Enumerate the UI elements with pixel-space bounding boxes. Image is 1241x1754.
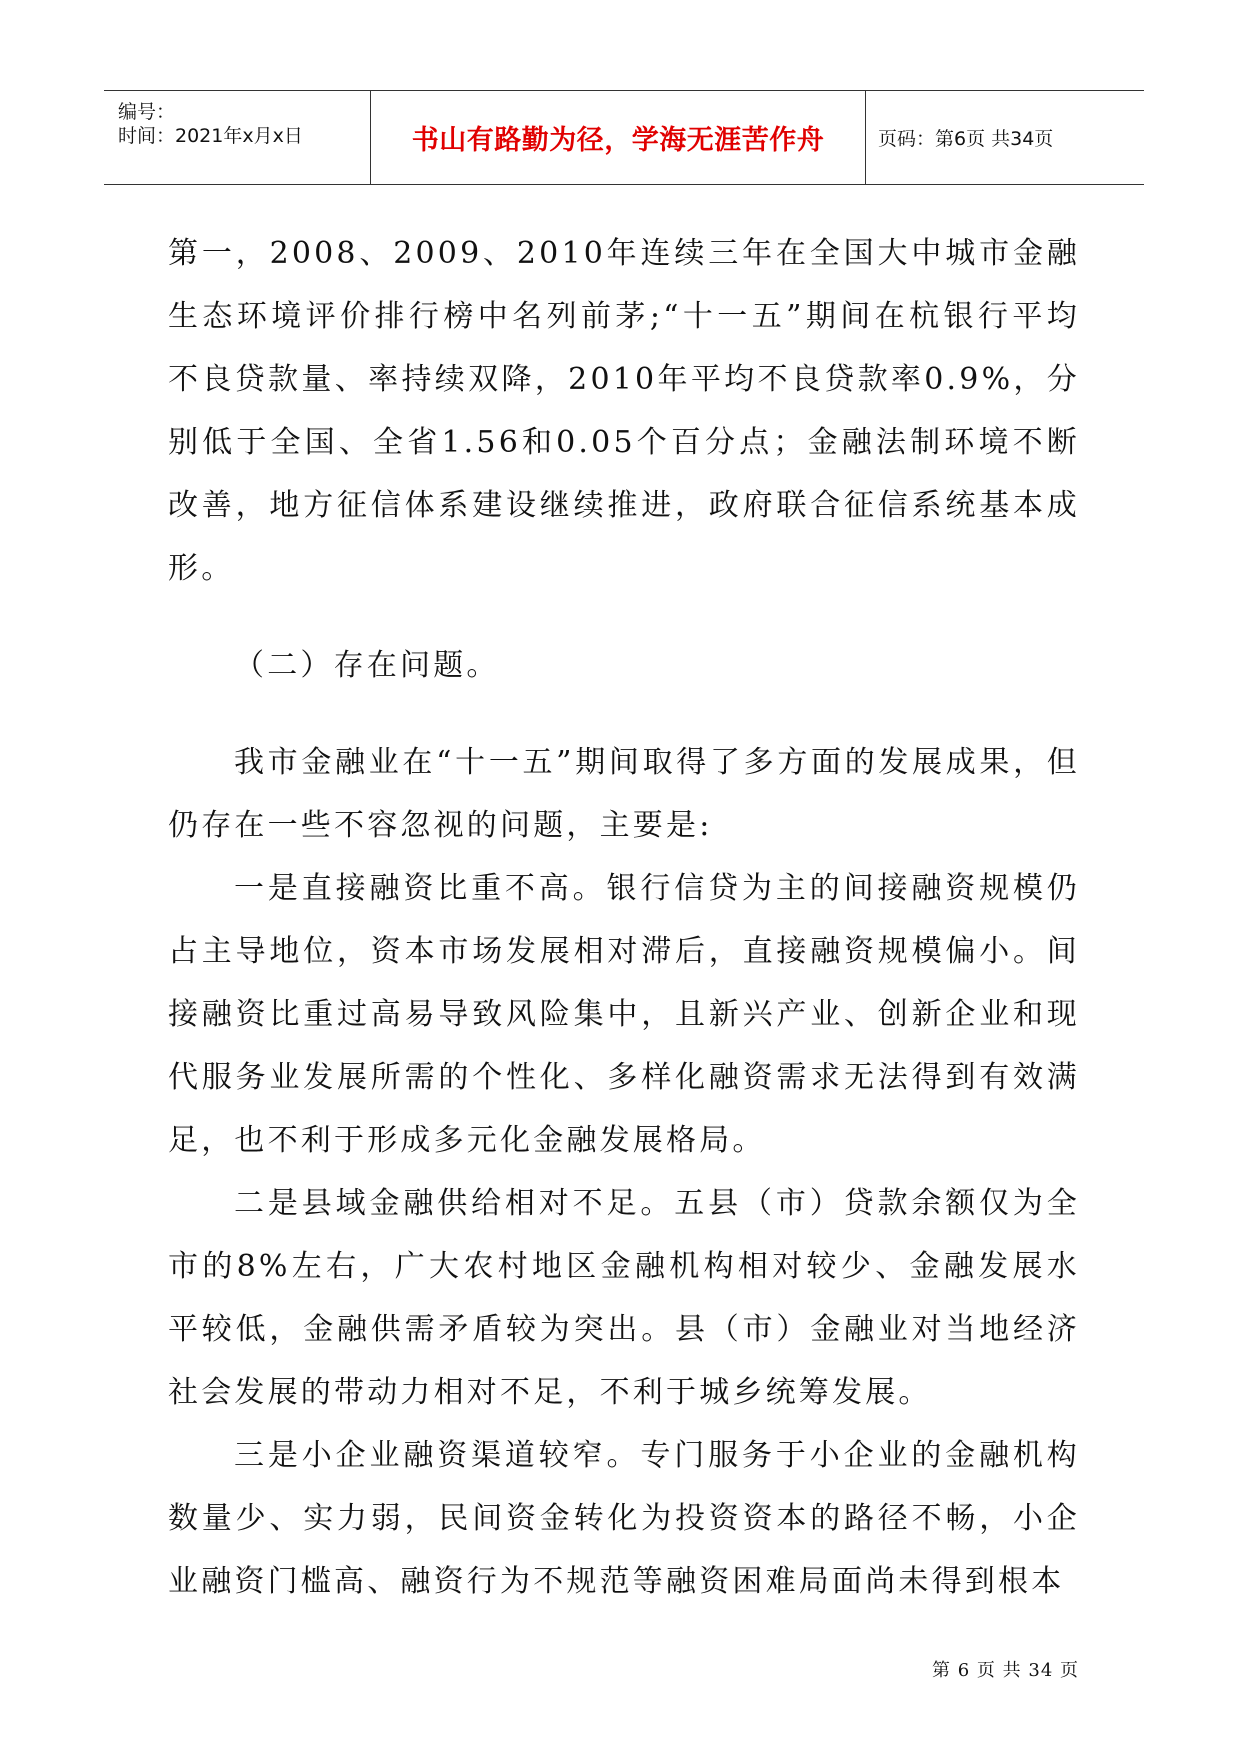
- header-motto-cell: [370, 91, 866, 184]
- paragraph-problem-three: 三是小企业融资渠道较窄。专门服务于小企业的金融机构数量少、实力弱，民间资金转化为投资资本的路径不畅，小企业融资门槛高、融资行为不规范等融资困难局面尚未得到根本: [168, 1438, 1080, 1599]
- header-info-cell: [104, 91, 370, 184]
- paragraph-problem-two: 二是县域金融供给相对不足。五县（市）贷款余额仅为全市的8%左右，广大农村地区金融机构相对较少、金融发展水平较低，金融供需矛盾较为突出。县（市）金融业对当地经济社会发展的带动力相对不足，不利于城乡统筹发展。: [168, 1186, 1080, 1410]
- section-heading-problems: （二）存在问题。: [234, 648, 500, 683]
- paragraph-problem-one: 一是直接融资比重不高。银行信贷为主的间接融资规模仍占主导地位，资本市场发展相对滞后，直接融资规模偏小。间接融资比重过高易导致风险集中，且新兴产业、创新企业和现代服务业发展所需的个性化、多样化融资需求无法得到有效满足，也不利于形成多元化金融发展格局。: [168, 871, 1080, 1158]
- document-code-label: 编号：: [118, 101, 176, 123]
- page-footer-number: 第 6 页 共 34 页: [932, 1660, 1079, 1681]
- paragraph-first-point: 第一，2008、2009、2010年连续三年在全国大中城市金融生态环境评价排行榜中名列前茅;“十一五”期间在杭银行平均不良贷款量、率持续双降，2010年平均不良贷款率0.9%，分别低于全国、全省1.56和0.05个百分点；金融法制环境不断改善，地方征信体系建设继续推进，政府联合征信系统基本成形。: [168, 236, 1080, 586]
- header-page-code: 页码：第6页 共34页: [878, 128, 1054, 150]
- document-time-label: 时间：2021年x月x日: [118, 125, 303, 147]
- header-page-cell: [864, 91, 1144, 184]
- document-body: [168, 222, 1080, 1613]
- header-motto: 书山有路勤为径，学海无涯苦作舟: [411, 125, 825, 156]
- paragraph-problems-intro: 我市金融业在“十一五”期间取得了多方面的发展成果，但仍存在一些不容忽视的问题，主要是:: [168, 745, 1080, 843]
- page-header: [104, 90, 1144, 185]
